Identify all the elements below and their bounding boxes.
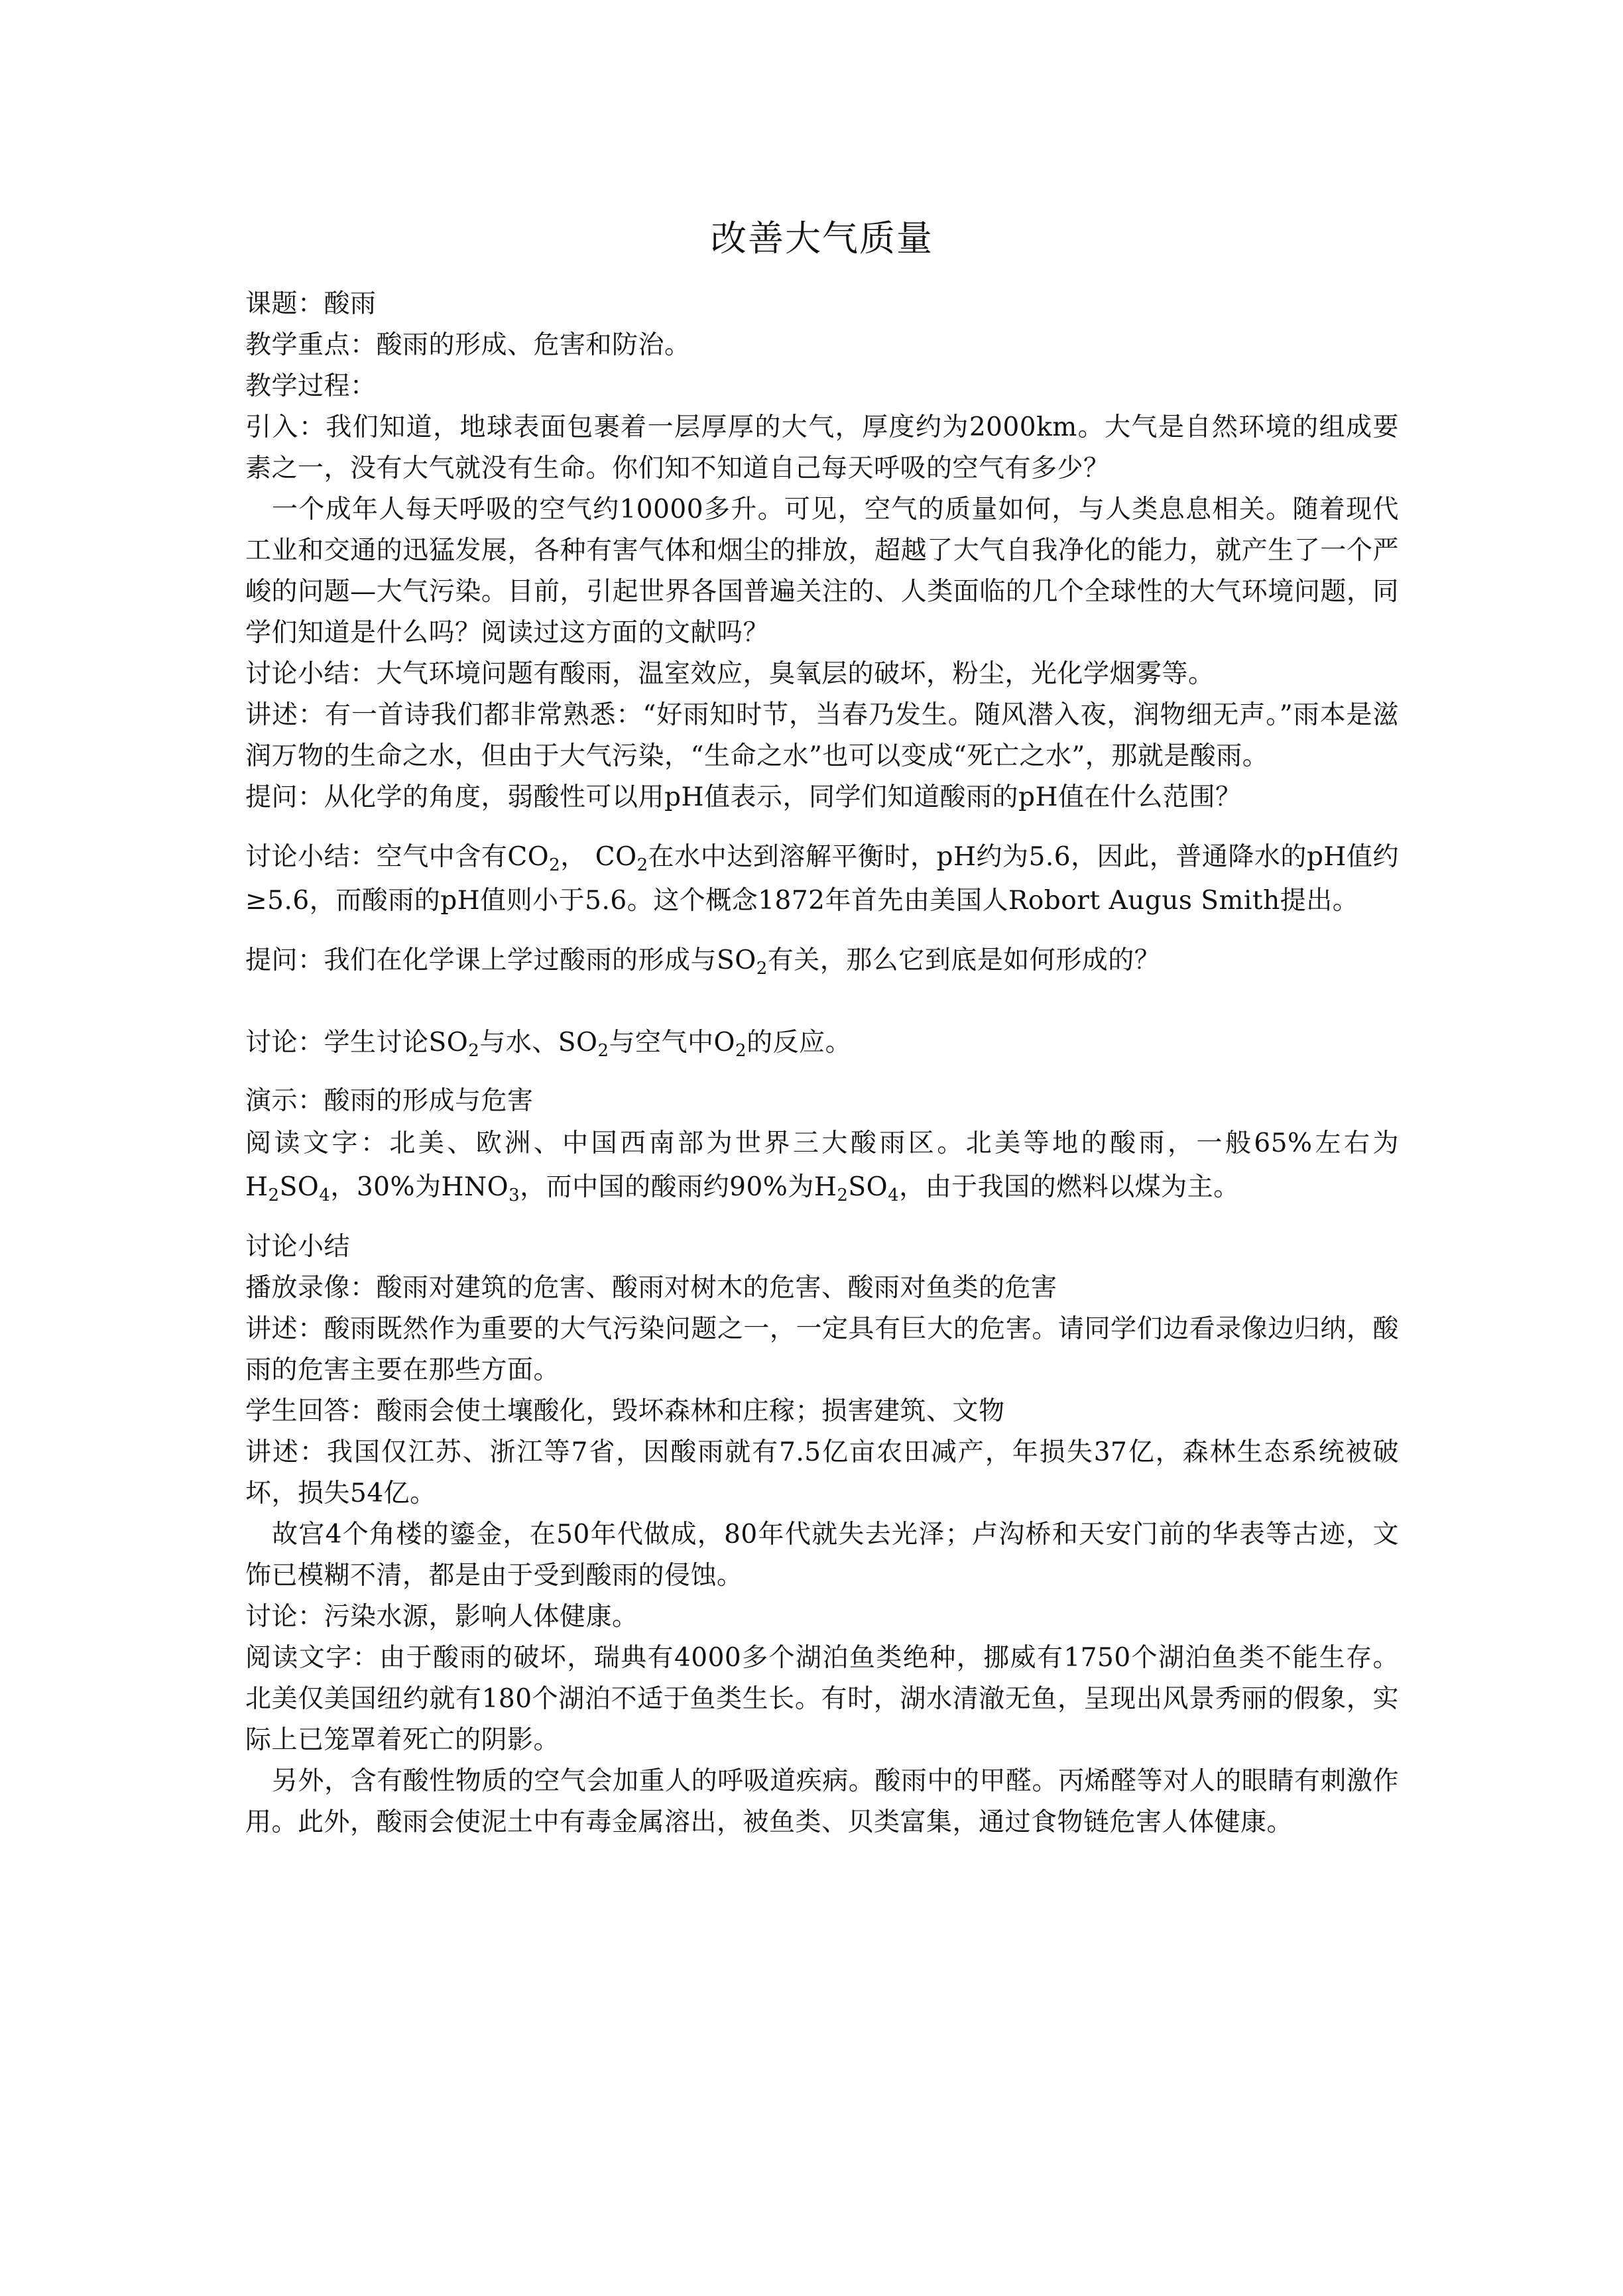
para-health: 另外，含有酸性物质的空气会加重人的呼吸道疾病。酸雨中的甲醛。丙烯醛等对人的眼睛有刺激作用。此外，酸雨会使泥土中有毒金属溶出，被鱼类、贝类富集，通过食物链危害人体健康。 [245,1766,1399,1837]
para-topic: 课题：酸雨 [245,289,377,319]
para-ph-summary: 讨论小结：空气中含有$CO_2$， $CO_2$在水中达到溶解平衡时，pH约为5.6，因此，普通降水的pH值约≥5.6，而酸雨的pH值则小于5.6。这个概念1872年首先由美国人Robort Augus Smith提出。 [245,842,1399,916]
para-demo: 演示：酸雨的形成与危害 [245,1086,534,1116]
para-water-pollution: 讨论：污染水源，影响人体健康。 [245,1602,638,1632]
para-ph-question: 提问：从化学的角度，弱酸性可以用pH值表示，同学们知道酸雨的pH值在什么范围？ [245,782,1242,812]
so2-formula: $SO_2$ [428,1028,480,1061]
para-economic-loss: 讲述：我国仅江苏、浙江等7省，因酸雨就有7.5亿亩农田减产，年损失37亿，森林生态系统被破坏，损失54亿。 [245,1437,1399,1508]
document-title: 改善大气质量 [711,217,933,259]
para-poem: 讲述：有一首诗我们都非常熟悉：“好雨知时节，当春乃发生。随风潜入夜，润物细无声。”雨本是滋润万物的生命之水，但由于大气污染，“生命之水”也可以变成“死亡之水”，那就是酸雨。 [245,700,1399,771]
para-student-answer: 学生回答：酸雨会使土壤酸化，毁坏森林和庄稼；损害建筑、文物 [245,1396,1005,1426]
h2so4-formula: $H_2SO_4$ [245,1172,331,1205]
para-intro: 引入：我们知道，地球表面包裹着一层厚厚的大气，厚度约为2000km。大气是自然环境的组成要素之一，没有大气就没有生命。你们知不知道自己每天呼吸的空气有多少？ [245,412,1399,483]
para-process: 教学过程： [245,371,377,401]
para-discussion-summary: 讨论小结 [245,1232,351,1262]
so2-formula: $SO_2$ [717,945,768,979]
para-air-volume: 一个成年人每天呼吸的空气约10000多升。可见，空气的质量如何，与人类息息相关。随着现代工业和交通的迅猛发展，各种有害气体和烟尘的排放，超越了大气自我净化的能力，就产生了一个严峻的问题—大气污染。目前，引起世界各国普遍关注的、人类面临的几个全球性的大气环境问题，同学们知道是什么吗？阅读过这方面的文献吗？ [245,495,1399,648]
hno3-formula: $HNO_3$ [441,1172,520,1205]
para-summary-problems: 讨论小结：大气环境问题有酸雨，温室效应，臭氧层的破坏，粉尘，光化学烟雾等。 [245,659,1215,689]
para-lakes: 阅读文字：由于酸雨的破坏，瑞典有4000多个湖泊鱼类绝种，挪威有1750个湖泊鱼类不能生存。北美仅美国纽约就有180个湖泊不适于鱼类生长。有时，湖水清澈无鱼，呈现出风景秀丽的假象，实际上已笼罩着死亡的阴影。 [245,1643,1399,1755]
para-harm-lecture: 讲述：酸雨既然作为重要的大气污染问题之一，一定具有巨大的危害。请同学们边看录像边归纳，酸雨的危害主要在那些方面。 [245,1314,1399,1385]
h2so4-formula: $H_2SO_4$ [813,1172,900,1205]
co2-formula: $CO_2$ [507,842,561,875]
so2-formula: $SO_2$ [558,1028,609,1061]
document-page [245,211,1399,1843]
para-video: 播放录像：酸雨对建筑的危害、酸雨对树木的危害、酸雨对鱼类的危害 [245,1273,1057,1303]
para-so2-discussion: 讨论：学生讨论$SO_2$与水、$SO_2$与空气中$O_2$的反应。 [245,1028,852,1061]
para-so2-question: 提问：我们在化学课上学过酸雨的形成与$SO_2$有关，那么它到底是如何形成的？ [245,945,1161,979]
o2-formula: $O_2$ [713,1028,747,1061]
para-acid-rain-regions: 阅读文字：北美、欧洲、中国西南部为世界三大酸雨区。北美等地的酸雨，一般65%左右为$H_2SO_4$，30%为$HNO_3$，而中国的酸雨约90%为$H_2SO_4$，由于我国的燃料以煤为主。 [245,1128,1399,1205]
para-heritage: 故宫4个角楼的鎏金，在50年代做成，80年代就失去光泽；卢沟桥和天安门前的华表等古迹，文饰已模糊不清，都是由于受到酸雨的侵蚀。 [245,1520,1399,1591]
para-key-points: 教学重点：酸雨的形成、危害和防治。 [245,330,691,360]
co2-formula: $CO_2$ [595,842,648,875]
